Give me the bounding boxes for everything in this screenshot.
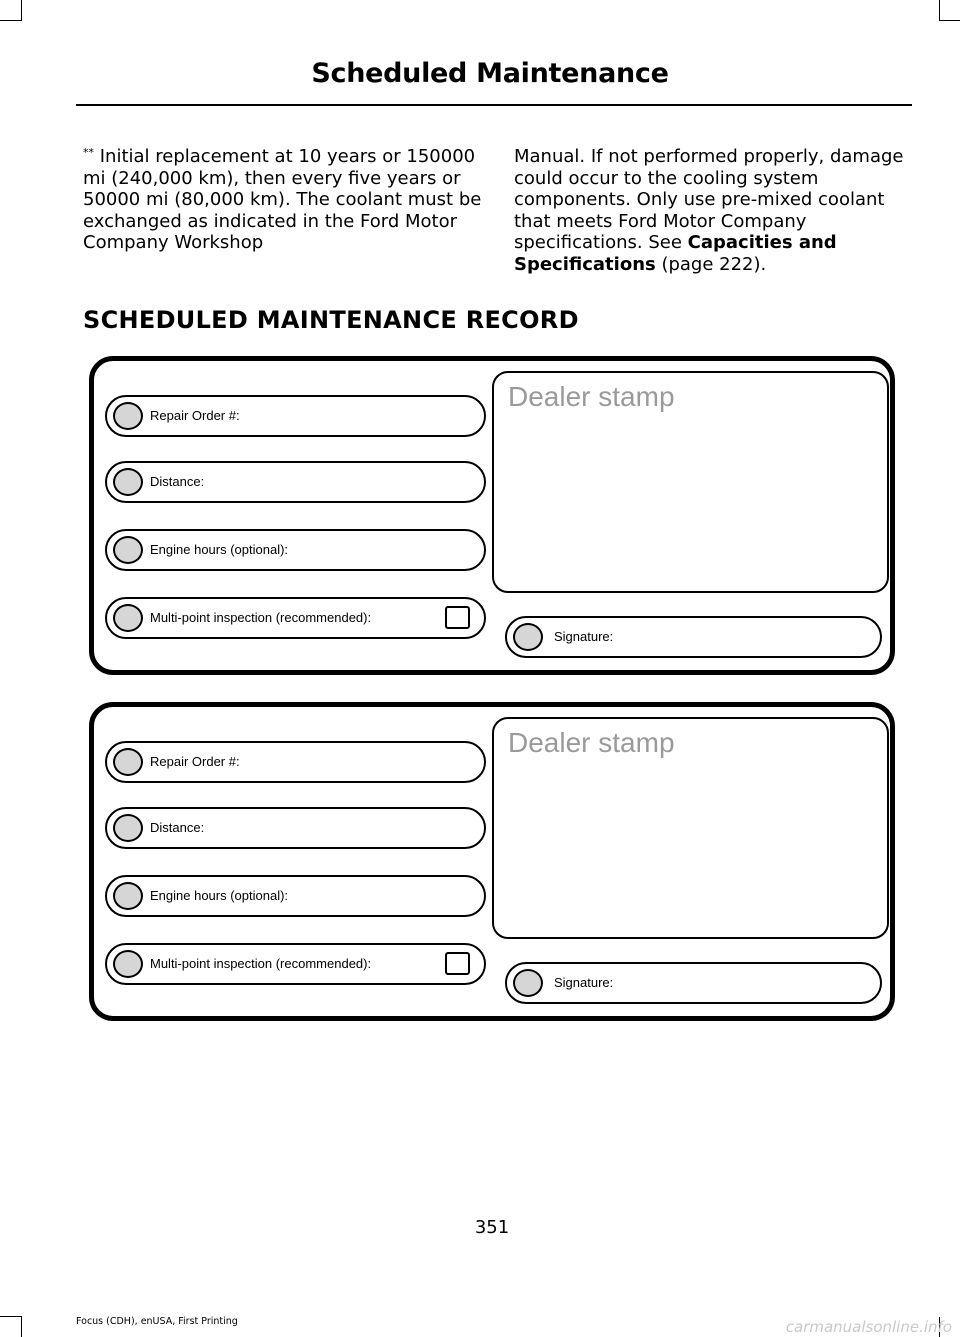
crop-mark	[21, 0, 22, 20]
circle-icon	[113, 402, 143, 430]
crop-mark	[0, 20, 22, 21]
capacities-link[interactable]: Capacities and Specifications	[514, 232, 837, 275]
circle-icon	[113, 950, 143, 978]
intro-right-column	[514, 146, 910, 275]
repair-order-field[interactable]	[105, 395, 486, 437]
footnote-marker: **	[83, 146, 94, 159]
intro-left-column	[83, 146, 488, 254]
watermark: carmanualsonline.info	[785, 1318, 952, 1336]
signature-label: Signature:	[554, 629, 614, 644]
circle-icon	[113, 468, 143, 496]
dealer-stamp-label: Dealer stamp	[508, 727, 675, 758]
distance-label: Distance:	[150, 474, 205, 489]
distance-label: Distance:	[150, 820, 205, 835]
page-number: 351	[474, 1217, 510, 1238]
crop-mark	[939, 0, 940, 20]
circle-icon	[113, 536, 143, 564]
section-title: SCHEDULED MAINTENANCE RECORD	[83, 306, 579, 334]
circle-icon	[513, 623, 543, 651]
signature-label: Signature:	[554, 975, 614, 990]
signature-field[interactable]	[505, 616, 882, 658]
crop-mark	[939, 20, 960, 21]
inspection-label: Multi-point inspection (recommended):	[150, 610, 372, 625]
circle-icon	[513, 969, 543, 997]
repair-order-label: Repair Order #:	[150, 408, 240, 423]
circle-icon	[113, 748, 143, 776]
circle-icon	[113, 604, 143, 632]
engine-hours-label: Engine hours (optional):	[150, 542, 289, 557]
maintenance-record-card	[89, 356, 895, 675]
intro-left-text: Initial replacement at 10 years or 150000 mi (240,000 km), then every five years or 50000 mi (80,000 km). The coolant must be exchanged as indicated in the Ford Motor Company Workshop	[83, 146, 482, 253]
header-divider	[76, 104, 912, 106]
distance-field[interactable]	[105, 807, 486, 849]
dealer-stamp-box[interactable]	[492, 371, 889, 593]
signature-field[interactable]	[505, 962, 882, 1004]
intro-right-text: Manual. If not performed properly, damage could occur to the cooling system components. Only use pre-mixed coolant that meets Ford Motor Company specifications. See	[514, 146, 904, 253]
repair-order-field[interactable]	[105, 741, 486, 783]
circle-icon	[113, 814, 143, 842]
page-reference: (page 222).	[655, 253, 767, 275]
circle-icon	[113, 882, 143, 910]
inspection-field	[105, 943, 486, 985]
dealer-stamp-label: Dealer stamp	[508, 381, 675, 412]
crop-mark	[0, 1316, 22, 1317]
dealer-stamp-box[interactable]	[492, 717, 889, 939]
repair-order-label: Repair Order #:	[150, 754, 240, 769]
engine-hours-field[interactable]	[105, 529, 486, 571]
maintenance-record-card	[89, 702, 895, 1021]
crop-mark	[21, 1317, 22, 1337]
inspection-checkbox[interactable]	[445, 952, 470, 975]
footer-text: Focus (CDH), enUSA, First Printing	[76, 1316, 238, 1327]
engine-hours-label: Engine hours (optional):	[150, 888, 289, 903]
inspection-label: Multi-point inspection (recommended):	[150, 956, 372, 971]
page-title: Scheduled Maintenance	[311, 58, 669, 89]
inspection-field	[105, 597, 486, 639]
distance-field[interactable]	[105, 461, 486, 503]
inspection-checkbox[interactable]	[445, 606, 470, 629]
engine-hours-field[interactable]	[105, 875, 486, 917]
